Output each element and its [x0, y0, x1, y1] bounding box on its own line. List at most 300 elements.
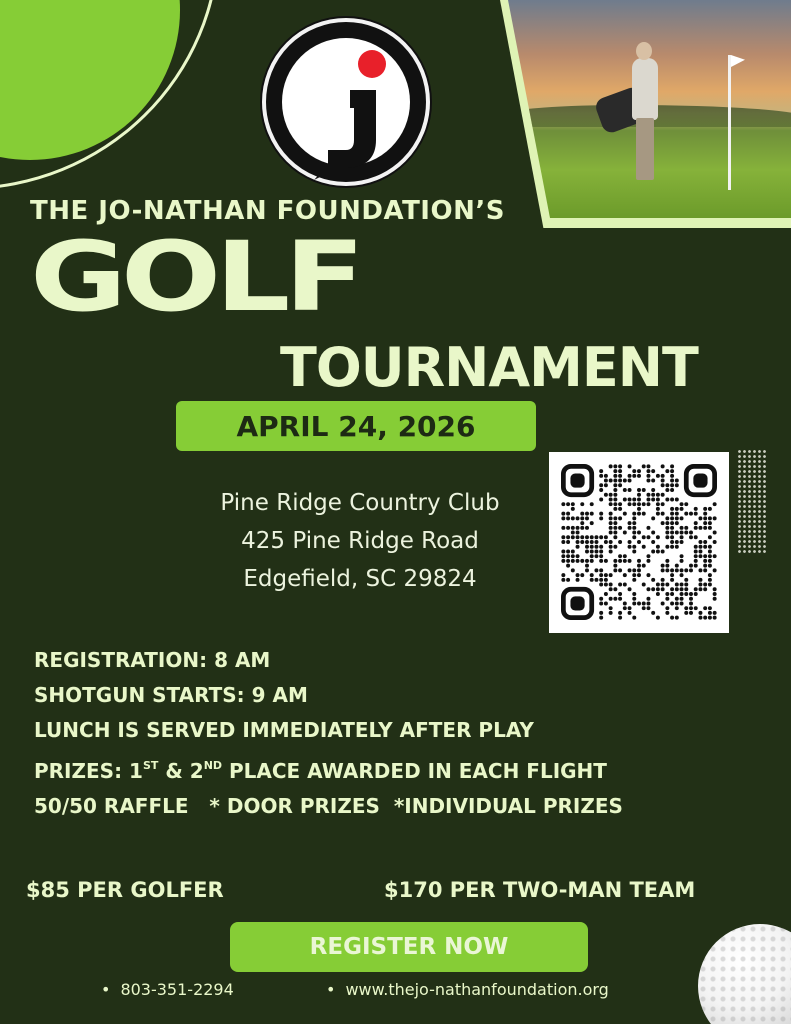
- qr-module: [661, 549, 665, 553]
- qr-module: [665, 535, 669, 539]
- qr-module: [590, 545, 594, 549]
- price-per-golfer: $85 PER GOLFER: [26, 878, 224, 902]
- qr-module: [613, 531, 617, 535]
- qr-finder-inner: [570, 596, 584, 610]
- qr-module: [594, 549, 598, 553]
- qr-module: [675, 540, 679, 544]
- qr-module: [670, 573, 674, 577]
- qr-module: [599, 554, 603, 558]
- qr-module: [585, 564, 589, 568]
- qr-module: [713, 592, 717, 596]
- qr-module: [594, 578, 598, 582]
- qr-module: [675, 545, 679, 549]
- qr-module: [561, 540, 565, 544]
- qr-module: [632, 592, 636, 596]
- golf-ball-dimples: [698, 924, 791, 1024]
- qr-module: [604, 559, 608, 563]
- qr-module: [580, 516, 584, 520]
- qr-module: [684, 592, 688, 596]
- qr-module: [599, 535, 603, 539]
- qr-module: [670, 531, 674, 535]
- qr-module: [599, 616, 603, 620]
- qr-module: [576, 578, 580, 582]
- qr-module: [613, 587, 617, 591]
- qr-module: [632, 573, 636, 577]
- qr-module: [604, 535, 608, 539]
- logo-letter-j: [308, 70, 398, 180]
- qr-module: [646, 587, 650, 591]
- qr-module: [632, 549, 636, 553]
- qr-module: [618, 616, 622, 620]
- qr-module: [675, 531, 679, 535]
- qr-module: [637, 507, 641, 511]
- qr-module: [680, 531, 684, 535]
- qr-module: [675, 601, 679, 605]
- qr-module: [698, 583, 702, 587]
- qr-module: [628, 526, 632, 530]
- qr-module: [599, 559, 603, 563]
- qr-module: [651, 497, 655, 501]
- qr-module: [656, 535, 660, 539]
- qr-module: [604, 601, 608, 605]
- qr-module: [661, 601, 665, 605]
- qr-module: [599, 469, 603, 473]
- qr-module: [646, 493, 650, 497]
- qr-module: [665, 531, 669, 535]
- qr-module: [576, 573, 580, 577]
- qr-module: [694, 507, 698, 511]
- qr-module: [566, 540, 570, 544]
- qr-module: [651, 540, 655, 544]
- qr-module: [713, 597, 717, 601]
- qr-module: [689, 592, 693, 596]
- qr-module: [670, 474, 674, 478]
- qr-module: [708, 549, 712, 553]
- qr-module: [580, 559, 584, 563]
- qr-module: [661, 493, 665, 497]
- qr-module: [628, 606, 632, 610]
- qr-module: [661, 479, 665, 483]
- qr-module: [561, 516, 565, 520]
- qr-module: [694, 512, 698, 516]
- qr-module: [628, 559, 632, 563]
- qr-module: [689, 568, 693, 572]
- qr-module: [661, 583, 665, 587]
- qr-module: [675, 483, 679, 487]
- qr-module: [618, 479, 622, 483]
- qr-module: [651, 549, 655, 553]
- golfer-legs: [636, 118, 654, 180]
- qr-module: [656, 502, 660, 506]
- qr-module: [703, 568, 707, 572]
- qr-module: [698, 611, 702, 615]
- qr-module: [670, 587, 674, 591]
- qr-module: [594, 540, 598, 544]
- qr-module: [689, 564, 693, 568]
- qr-module: [651, 488, 655, 492]
- extras-info: 50/50 RAFFLE * DOOR PRIZES *INDIVIDUAL PRIZES: [34, 794, 623, 818]
- qr-module: [571, 507, 575, 511]
- qr-module: [576, 535, 580, 539]
- qr-module: [665, 483, 669, 487]
- qr-module: [708, 559, 712, 563]
- qr-module: [680, 583, 684, 587]
- qr-module: [613, 545, 617, 549]
- prizes-middle: & 2: [158, 759, 204, 783]
- qr-module: [698, 554, 702, 558]
- qr-module: [670, 616, 674, 620]
- qr-module: [656, 493, 660, 497]
- qr-module: [571, 554, 575, 558]
- qr-module: [675, 597, 679, 601]
- qr-module: [632, 597, 636, 601]
- qr-module: [642, 583, 646, 587]
- qr-code-icon[interactable]: [549, 452, 729, 633]
- qr-module: [599, 545, 603, 549]
- venue-city: Edgefield, SC 29824: [243, 566, 477, 592]
- qr-module: [680, 587, 684, 591]
- qr-module: [708, 583, 712, 587]
- qr-module: [665, 568, 669, 572]
- qr-module: [613, 474, 617, 478]
- qr-module: [656, 549, 660, 553]
- qr-code-pattern: [549, 452, 729, 633]
- golfer-photo: [508, 0, 791, 218]
- qr-module: [670, 516, 674, 520]
- qr-module: [670, 512, 674, 516]
- qr-module: [694, 559, 698, 563]
- qr-module: [651, 493, 655, 497]
- qr-module: [632, 521, 636, 525]
- qr-module: [585, 559, 589, 563]
- qr-module: [599, 601, 603, 605]
- qr-module: [656, 497, 660, 501]
- golf-ball-icon: [698, 924, 791, 1024]
- contact-website[interactable]: [326, 980, 609, 999]
- qr-module: [590, 573, 594, 577]
- qr-module: [580, 512, 584, 516]
- qr-module: [628, 479, 632, 483]
- qr-module: [580, 540, 584, 544]
- qr-module: [642, 502, 646, 506]
- qr-module: [670, 592, 674, 596]
- qr-module: [675, 616, 679, 620]
- qr-module: [609, 512, 613, 516]
- qr-module: [590, 502, 594, 506]
- qr-module: [642, 464, 646, 468]
- qr-module: [609, 549, 613, 553]
- qr-module: [661, 521, 665, 525]
- qr-module: [665, 559, 669, 563]
- qr-module: [646, 573, 650, 577]
- qr-module: [618, 526, 622, 530]
- qr-module: [703, 616, 707, 620]
- qr-module: [566, 502, 570, 506]
- qr-module: [694, 549, 698, 553]
- qr-module: [651, 611, 655, 615]
- qr-finder-inner: [570, 473, 584, 487]
- qr-module: [613, 488, 617, 492]
- qr-module: [646, 559, 650, 563]
- qr-module: [703, 526, 707, 530]
- qr-module: [561, 578, 565, 582]
- qr-module: [646, 597, 650, 601]
- qr-module: [713, 540, 717, 544]
- qr-module: [642, 535, 646, 539]
- prizes-prefix: PRIZES: 1: [34, 759, 143, 783]
- qr-module: [708, 611, 712, 615]
- qr-module: [571, 549, 575, 553]
- qr-module: [604, 540, 608, 544]
- qr-module: [618, 554, 622, 558]
- qr-module: [613, 502, 617, 506]
- qr-module: [680, 573, 684, 577]
- qr-module: [594, 568, 598, 572]
- qr-module: [618, 568, 622, 572]
- qr-module: [703, 512, 707, 516]
- flag-icon: [731, 55, 745, 67]
- qr-module: [623, 559, 627, 563]
- qr-module: [566, 564, 570, 568]
- qr-module: [642, 564, 646, 568]
- qr-module: [708, 573, 712, 577]
- qr-module: [684, 526, 688, 530]
- qr-module: [675, 587, 679, 591]
- qr-module: [637, 497, 641, 501]
- qr-module: [566, 578, 570, 582]
- qr-module: [675, 606, 679, 610]
- qr-module: [571, 535, 575, 539]
- qr-module: [599, 488, 603, 492]
- qr-module: [708, 521, 712, 525]
- qr-module: [609, 583, 613, 587]
- qr-module: [642, 488, 646, 492]
- qr-module: [675, 497, 679, 501]
- qr-module: [637, 540, 641, 544]
- qr-module: [675, 516, 679, 520]
- qr-module: [675, 568, 679, 572]
- qr-module: [675, 564, 679, 568]
- qr-module: [698, 568, 702, 572]
- qr-module: [599, 573, 603, 577]
- qr-module: [661, 587, 665, 591]
- qr-module: [665, 526, 669, 530]
- qr-module: [698, 526, 702, 530]
- qr-module: [680, 535, 684, 539]
- qr-module: [646, 554, 650, 558]
- qr-module: [665, 516, 669, 520]
- qr-module: [632, 545, 636, 549]
- qr-module: [670, 578, 674, 582]
- qr-module: [694, 545, 698, 549]
- qr-module: [580, 573, 584, 577]
- qr-module: [613, 479, 617, 483]
- qr-module: [665, 488, 669, 492]
- qr-module: [628, 540, 632, 544]
- qr-module: [708, 535, 712, 539]
- qr-module: [698, 516, 702, 520]
- qr-module: [632, 568, 636, 572]
- qr-module: [661, 578, 665, 582]
- qr-module: [684, 587, 688, 591]
- qr-module: [698, 616, 702, 620]
- qr-module: [708, 545, 712, 549]
- qr-module: [628, 587, 632, 591]
- qr-module: [576, 554, 580, 558]
- qr-module: [684, 578, 688, 582]
- qr-module: [609, 497, 613, 501]
- registration-time: REGISTRATION: 8 AM: [34, 648, 271, 672]
- qr-module: [571, 568, 575, 572]
- qr-module: [594, 545, 598, 549]
- register-now-button[interactable]: REGISTER NOW: [230, 922, 588, 972]
- qr-module: [651, 479, 655, 483]
- qr-module: [680, 526, 684, 530]
- qr-module: [599, 583, 603, 587]
- qr-module: [599, 568, 603, 572]
- qr-module: [698, 587, 702, 591]
- qr-module: [665, 564, 669, 568]
- qr-module: [637, 502, 641, 506]
- qr-module: [604, 592, 608, 596]
- qr-module: [703, 583, 707, 587]
- qr-module: [703, 507, 707, 511]
- qr-module: [703, 564, 707, 568]
- qr-module: [703, 545, 707, 549]
- qr-module: [694, 554, 698, 558]
- qr-module: [604, 583, 608, 587]
- qr-module: [656, 545, 660, 549]
- qr-module: [661, 564, 665, 568]
- qr-module: [576, 545, 580, 549]
- qr-module: [632, 469, 636, 473]
- qr-module: [694, 535, 698, 539]
- qr-module: [694, 526, 698, 530]
- flag-pole: [728, 55, 731, 190]
- qr-module: [632, 601, 636, 605]
- qr-module: [703, 540, 707, 544]
- prizes-sup-first: ST: [142, 759, 159, 772]
- qr-module: [684, 583, 688, 587]
- qr-module: [632, 578, 636, 582]
- qr-module: [604, 474, 608, 478]
- qr-module: [623, 488, 627, 492]
- qr-module: [698, 540, 702, 544]
- qr-module: [618, 611, 622, 615]
- qr-module: [694, 606, 698, 610]
- qr-module: [670, 507, 674, 511]
- qr-module: [708, 526, 712, 530]
- qr-module: [585, 516, 589, 520]
- qr-module: [656, 592, 660, 596]
- qr-module: [703, 554, 707, 558]
- qr-module: [590, 540, 594, 544]
- qr-module: [689, 535, 693, 539]
- qr-module: [646, 502, 650, 506]
- qr-module: [571, 559, 575, 563]
- qr-module: [609, 545, 613, 549]
- qr-module: [680, 502, 684, 506]
- qr-module: [713, 587, 717, 591]
- qr-module: [632, 512, 636, 516]
- qr-module: [656, 507, 660, 511]
- qr-module: [670, 535, 674, 539]
- qr-module: [613, 483, 617, 487]
- contact-phone[interactable]: [101, 980, 234, 999]
- qr-module: [703, 587, 707, 591]
- qr-module: [618, 464, 622, 468]
- qr-module: [651, 578, 655, 582]
- phone-number: 803-351-2294: [120, 980, 234, 999]
- qr-module: [585, 540, 589, 544]
- qr-module: [604, 578, 608, 582]
- qr-module: [599, 474, 603, 478]
- qr-module: [670, 483, 674, 487]
- qr-module: [566, 512, 570, 516]
- qr-module: [637, 493, 641, 497]
- qr-module: [684, 512, 688, 516]
- qr-module: [566, 526, 570, 530]
- qr-module: [623, 512, 627, 516]
- qr-module: [708, 516, 712, 520]
- qr-module: [646, 526, 650, 530]
- qr-module: [594, 554, 598, 558]
- qr-module: [609, 597, 613, 601]
- qr-module: [566, 549, 570, 553]
- qr-module: [580, 526, 584, 530]
- qr-module: [576, 526, 580, 530]
- qr-module: [694, 521, 698, 525]
- qr-module: [609, 493, 613, 497]
- qr-module: [618, 540, 622, 544]
- qr-module: [713, 611, 717, 615]
- qr-module: [623, 601, 627, 605]
- qr-module: [580, 535, 584, 539]
- qr-module: [680, 516, 684, 520]
- qr-module: [670, 540, 674, 544]
- qr-module: [628, 545, 632, 549]
- qr-module: [613, 564, 617, 568]
- qr-module: [632, 474, 636, 478]
- qr-module: [590, 559, 594, 563]
- qr-module: [637, 559, 641, 563]
- qr-module: [590, 549, 594, 553]
- qr-module: [628, 464, 632, 468]
- qr-module: [637, 531, 641, 535]
- qr-module: [646, 601, 650, 605]
- qr-module: [680, 568, 684, 572]
- qr-module: [580, 521, 584, 525]
- qr-module: [590, 554, 594, 558]
- qr-module: [618, 483, 622, 487]
- qr-module: [642, 606, 646, 610]
- qr-module: [689, 512, 693, 516]
- qr-module: [703, 559, 707, 563]
- qr-module: [680, 592, 684, 596]
- qr-module: [604, 483, 608, 487]
- qr-module: [656, 474, 660, 478]
- qr-module: [713, 568, 717, 572]
- qr-module: [665, 545, 669, 549]
- qr-module: [642, 512, 646, 516]
- qr-module: [628, 521, 632, 525]
- qr-module: [623, 573, 627, 577]
- prizes-info: [34, 748, 774, 789]
- lunch-info: LUNCH IS SERVED IMMEDIATELY AFTER PLAY: [34, 718, 534, 742]
- qr-module: [684, 606, 688, 610]
- qr-module: [661, 464, 665, 468]
- venue-street: 425 Pine Ridge Road: [241, 528, 479, 554]
